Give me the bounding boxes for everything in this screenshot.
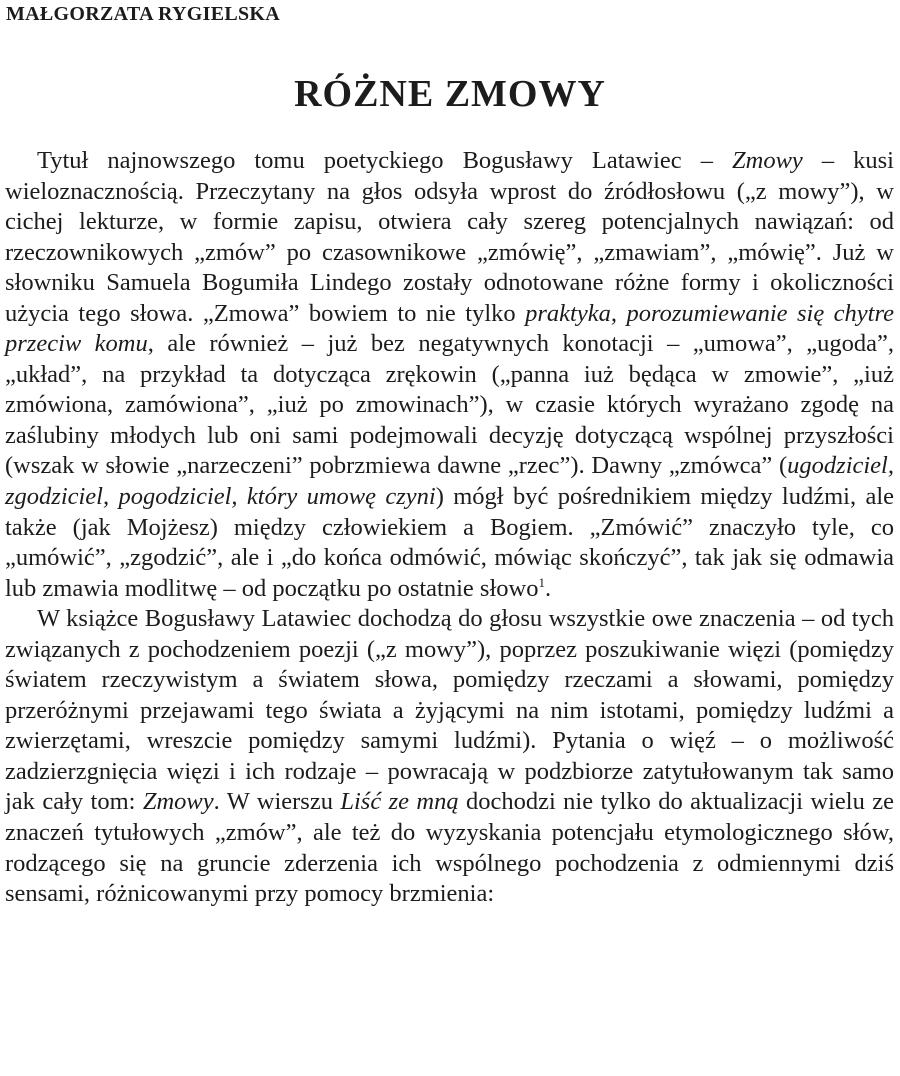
italic-text: Zmowy: [142, 788, 214, 816]
author-name: MAŁGORZATA RYGIELSKA: [6, 3, 281, 25]
italic-text: Liść ze mną: [340, 788, 459, 816]
article-body: [5, 146, 894, 910]
footnote-marker: 1: [538, 574, 545, 590]
italic-text: ugodziciel, zgodziciel, pogodziciel, który umowę czyni: [5, 452, 894, 511]
text-segment: – kusi wieloznacznością. Przeczytany na głos odsyła wprost do źródłosłowu („z mowy”), w cichej lekturze, w formie zapisu, otwiera cały szereg potencjalnych nawiązań: od rzeczownikowych „zmów” po czasownikowe „zmówię”, „zmawiam”, „mówię”. Już w słowniku Samuela Bogumiła Lindego zostały odnotowane różne formy i okoliczności użycia tego słowa. „Zmowa” bowiem to nie tylko: [5, 147, 894, 327]
text-segment: dochodzi nie tylko do aktualizacji wielu ze znaczeń tytułowych „zmów”, ale też do wyzyskania potencjału etymologicznego słów, rodzącego się na gruncie zderzenia ich wspólnego pochodzenia z odmiennymi dziś sensami, różnicowanymi przy pomocy brzmienia:: [5, 788, 894, 908]
text-segment: , ale również – już bez negatywnych konotacji – „umowa”, „ugoda”, „układ”, na przykład ta dotycząca zrękowin („panna iuż będąca w zmowie”, „iuż zmówiona, zamówiona”, „iuż po zmowinach”), w czasie których wyrażano zgodę na zaślubiny młodych lub oni sami podejmowali decyzję dotyczącą wspólnej przyszłości (wszak w słowie „narzeczeni” pobrzmiewa dawne „rzec”). Dawny „zmówca” (: [5, 330, 894, 480]
text-segment: .: [544, 574, 552, 602]
text-segment: ) mógł być pośrednikiem między ludźmi, ale także (jak Mojżesz) między człowiekiem a Bogiem. „Zmówić” znaczyło tyle, co „umówić”, „zgodzić”, ale i „do końca odmówić, mówiąc skończyć”, tak jak się odmawia lub zmawia modlitwę – od początku po ostatnie słowo: [5, 483, 894, 602]
paragraph-1: [5, 146, 894, 604]
text-segment: Tytuł najnowszego tomu poetyckiego Bogusławy Latawiec –: [37, 147, 732, 174]
text-segment: W książce Bogusławy Latawiec dochodzą do głosu wszystkie owe znaczenia – od tych związanych z pochodzeniem poezji („z mowy”), poprzez poszukiwanie więzi (pomiędzy światem rzeczywistym a światem słowa, pomiędzy rzeczami a słowami, pomiędzy przeróżnymi przejawami tego świata a żyjącymi na nim istotami, pomiędzy ludźmi a zwierzętami, wreszcie pomiędzy samymi ludźmi). Pytania o więź – o możliwość zadzierzgnięcia więzi i ich rodzaje – powracają w podzbiorze zatytułowanym tak samo jak cały tom:: [5, 605, 894, 816]
paragraph-2: [5, 604, 894, 909]
italic-text: praktyka, porozumiewanie się chytre przeciw komu: [5, 299, 894, 358]
italic-text: Zmowy: [732, 147, 803, 174]
text-segment: . W wierszu: [213, 788, 341, 816]
article-title: RÓŻNE ZMOWY: [294, 73, 606, 115]
